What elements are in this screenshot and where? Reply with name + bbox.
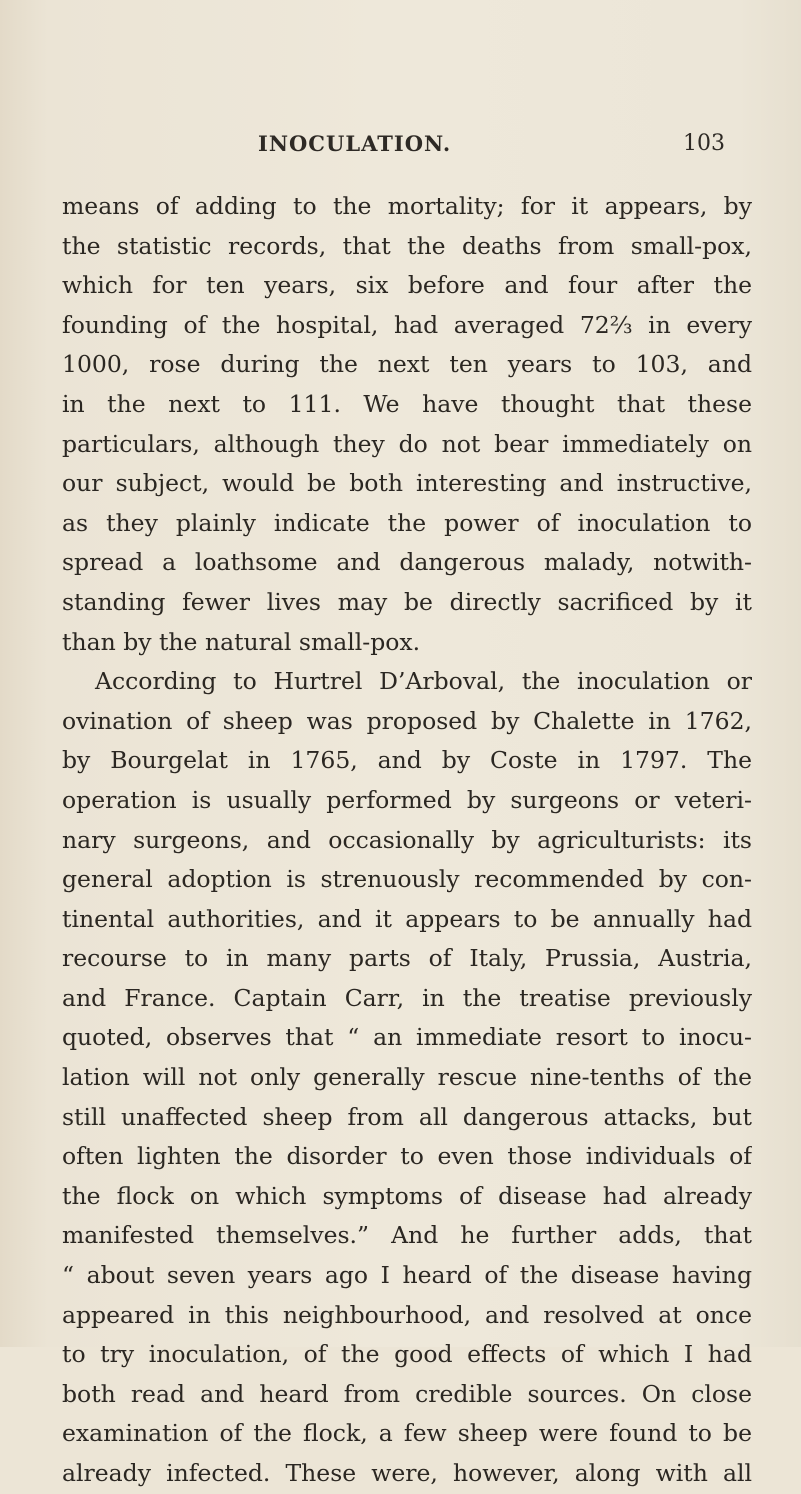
text-line: in the next to 111. We have thought that these (62, 389, 752, 418)
text-line: the statistic records, that the deaths from small-pox, (62, 231, 752, 260)
text-line: as they plainly indicate the power of inoculation to (62, 508, 752, 537)
text-line: spread a loathsome and dangerous malady, notwith- (62, 548, 752, 577)
text-line: general adoption is strenuously recommended by con- (62, 865, 752, 894)
text-line: lation will not only generally rescue nine-tenths of the (62, 1063, 752, 1092)
text-line: appeared in this neighbourhood, and resolved at once (62, 1300, 752, 1329)
text-line: which for ten years, six before and four after the (62, 271, 752, 300)
text-line: standing fewer lives may be directly sacrificed by it (62, 587, 752, 616)
text-line: means of adding to the mortality; for it appears, by (62, 192, 752, 220)
body-text (62, 187, 752, 1494)
text-line: recourse to in many parts of Italy, Prussia, Austria, (62, 944, 752, 973)
text-line: particulars, although they do not bear immediately on (62, 429, 752, 458)
running-title: INOCULATION. (258, 131, 452, 156)
text-line: tinental authorities, and it appears to be annually had (62, 904, 752, 933)
text-line: nary surgeons, and occasionally by agriculturists: its (62, 825, 752, 854)
text-line: ovination of sheep was proposed by Chalette in 1762, (62, 706, 752, 735)
paragraph-start-line: According to Hurtrel D’Arboval, the inoculation or (95, 667, 752, 696)
text-line: and France. Captain Carr, in the treatise previously (62, 983, 752, 1012)
text-line: founding of the hospital, had averaged 72⅔ in every (62, 310, 752, 339)
paragraph-end-line: than by the natural small-pox. (62, 627, 421, 656)
text-line: already infected. These were, however, along with all (62, 1459, 752, 1487)
page-header (0, 131, 801, 171)
text-line: examination of the flock, a few sheep were found to be (62, 1419, 752, 1448)
page-number: 103 (683, 131, 725, 156)
text-line: still unaffected sheep from all dangerous attacks, but (62, 1102, 752, 1131)
text-line: operation is usually performed by surgeons or veteri- (62, 785, 752, 814)
text-line: manifested themselves.” And he further adds, that (62, 1221, 752, 1250)
text-line: “ about seven years ago I heard of the disease having (62, 1261, 752, 1290)
text-line: the flock on which symptoms of disease had already (62, 1181, 752, 1210)
text-line: both read and heard from credible sources. On close (62, 1379, 752, 1408)
text-line: quoted, observes that “ an immediate resort to inocu- (62, 1023, 752, 1052)
text-line: our subject, would be both interesting and instructive, (62, 469, 752, 498)
text-line: by Bourgelat in 1765, and by Coste in 1797. The (62, 746, 752, 775)
text-line: often lighten the disorder to even those individuals of (62, 1142, 752, 1171)
text-line: 1000, rose during the next ten years to 103, and (62, 350, 752, 379)
text-line: to try inoculation, of the good effects of which I had (62, 1340, 752, 1369)
